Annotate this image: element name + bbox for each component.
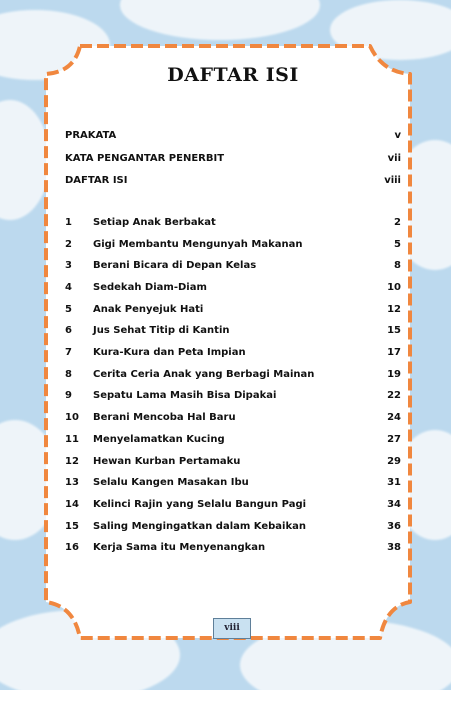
toc-row (65, 542, 401, 553)
chapter-number: 12 (65, 456, 79, 467)
toc-row (65, 260, 401, 271)
chapter-title: Sedekah Diam-Diam (93, 282, 207, 293)
toc-row (65, 239, 401, 250)
chapter-number: 8 (65, 369, 72, 380)
chapter-page: 15 (387, 325, 401, 336)
chapter-number: 11 (65, 434, 79, 445)
chapter-number: 15 (65, 521, 79, 532)
table-of-contents (65, 60, 401, 553)
toc-row (65, 390, 401, 401)
chapter-number: 4 (65, 282, 72, 293)
toc-row (65, 499, 401, 510)
chapter-title: Kerja Sama itu Menyenangkan (93, 542, 266, 553)
chapter-title: Gigi Membantu Mengunyah Makanan (93, 239, 303, 250)
chapter-number: 7 (65, 347, 72, 358)
chapter-page: 29 (387, 456, 401, 467)
chapter-page: 17 (387, 347, 401, 358)
chapter-number: 2 (65, 239, 72, 250)
chapter-page: 31 (387, 477, 401, 488)
toc-row (65, 412, 401, 423)
chapter-page: 10 (387, 282, 401, 293)
toc-page: vii (387, 153, 401, 164)
chapter-title: Kura-Kura dan Peta Impian (93, 347, 246, 358)
chapter-title: Kelinci Rajin yang Selalu Bangun Pagi (93, 499, 307, 510)
chapter-title: Jus Sehat Titip di Kantin (93, 325, 230, 336)
toc-row (65, 325, 401, 336)
toc-page: v (394, 130, 401, 141)
toc-row (65, 477, 401, 488)
chapter-page: 38 (387, 542, 401, 553)
chapter-page: 22 (387, 390, 401, 401)
toc-row (65, 347, 401, 358)
chapter-title: Selalu Kangen Masakan Ibu (93, 477, 249, 488)
chapter-title: Saling Mengingatkan dalam Kebaikan (93, 521, 306, 532)
chapter-title: Cerita Ceria Anak yang Berbagi Mainan (93, 369, 315, 380)
chapter-page: 34 (387, 499, 401, 510)
chapter-number: 5 (65, 304, 72, 315)
chapter-number: 13 (65, 477, 79, 488)
toc-row (65, 217, 401, 228)
toc-row (65, 521, 401, 532)
chapter-number: 14 (65, 499, 79, 510)
toc-title: KATA PENGANTAR PENERBIT (65, 153, 225, 164)
toc-row (65, 304, 401, 315)
chapter-title: Anak Penyejuk Hati (93, 304, 204, 315)
toc-row-front (65, 130, 401, 141)
chapter-number: 9 (65, 390, 72, 401)
chapter-title: Berani Mencoba Hal Baru (93, 412, 236, 423)
toc-row-front (65, 153, 401, 164)
toc-row (65, 456, 401, 467)
chapter-page: 36 (387, 521, 401, 532)
chapter-page: 24 (387, 412, 401, 423)
chapter-page: 27 (387, 434, 401, 445)
toc-title: DAFTAR ISI (65, 175, 128, 186)
toc-row (65, 369, 401, 380)
chapter-number: 3 (65, 260, 72, 271)
chapter-title: Sepatu Lama Masih Bisa Dipakai (93, 390, 277, 401)
chapter-page: 19 (387, 369, 401, 380)
page-title: DAFTAR ISI (167, 64, 299, 86)
bottom-margin (0, 690, 451, 713)
toc-row (65, 434, 401, 445)
page-number-badge: viii (213, 618, 251, 639)
chapter-page: 2 (394, 217, 401, 228)
chapter-number: 6 (65, 325, 72, 336)
chapter-title: Hewan Kurban Pertamaku (93, 456, 241, 467)
toc-page: viii (384, 175, 401, 186)
chapter-title: Berani Bicara di Depan Kelas (93, 260, 257, 271)
chapter-title: Menyelamatkan Kucing (93, 434, 225, 445)
toc-title: PRAKATA (65, 130, 117, 141)
toc-row (65, 282, 401, 293)
chapter-number: 16 (65, 542, 79, 553)
chapter-page: 12 (387, 304, 401, 315)
chapter-page: 5 (394, 239, 401, 250)
chapter-title: Setiap Anak Berbakat (93, 217, 216, 228)
chapter-number: 10 (65, 412, 79, 423)
chapter-page: 8 (394, 260, 401, 271)
toc-row-front (65, 175, 401, 186)
chapter-number: 1 (65, 217, 72, 228)
